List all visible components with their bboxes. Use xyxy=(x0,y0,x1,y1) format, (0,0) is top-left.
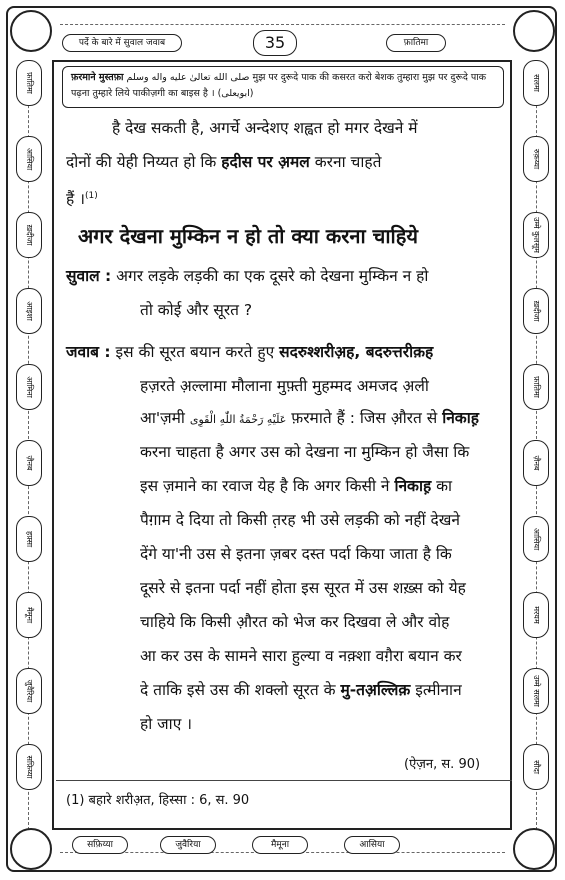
side-tab-right: सौदा xyxy=(523,744,549,790)
body-line-1: है देख सकती है, अगर्चे अन्देशए शह्वत हो मगर देखने में xyxy=(112,119,418,137)
side-tab-right: उम्मे सलमा xyxy=(523,668,549,714)
answer-line-10: आ कर उस के सामने सारा हुल्या व नक़्शा वग़ैरा बयान कर xyxy=(140,647,462,665)
body-line-2: दोनों की येही निय्यत हो कि हदीस पर अ़मल करना चाहते xyxy=(66,153,382,171)
notice-label: फ़रमाने मुस्तफ़ा xyxy=(71,72,124,83)
answer-line-9: चाहिये कि किसी औ़रत को भेज कर दिखवा ले और वोह xyxy=(140,613,450,631)
answer-line-7: देंगे या'नी उस से इतना ज़बर दस्त पर्दा किया जाता है कि xyxy=(140,545,452,563)
side-tab-right: रुक़य्या xyxy=(523,136,549,182)
header-tab-right: फ़ातिमा xyxy=(386,34,446,52)
answer-line-4: करना चाहता है अगर उस को देखना ना मुम्किन हो जैसा कि xyxy=(140,443,470,461)
corner-ornament-top-right xyxy=(513,10,555,52)
side-tab-left: ज़ैनब xyxy=(16,440,42,486)
hadith-notice-box xyxy=(62,66,504,108)
answer-line-3: आ'ज़मी عَلَيْهِ رَحْمَةُ اللّٰهِ الْقَوِى फ़रमाते हैं : जिस औ़रत से निकाह़ xyxy=(140,409,479,427)
notice-text-line1: मुझ पर दुरूदे पाक की कसरत करो बेशक तुम्हारा मुझ पर दुरूदे पाक xyxy=(252,72,487,83)
side-tab-right: सलमा xyxy=(523,60,549,106)
side-tab-right: ख़दीजा xyxy=(523,288,549,334)
top-vine-ornament xyxy=(60,24,505,25)
corner-ornament-top-left xyxy=(10,10,52,52)
answer-line-12: हो जाए । xyxy=(140,715,193,733)
notice-text-line2: पढ़ना तुम्हारे लिये पाकीज़गी का बाइस है । (ابویعلی) xyxy=(71,88,254,99)
notice-arabic: صلى الله تعالیٰ علیه واله وسلم xyxy=(126,72,250,83)
side-tab-left: जुवैरिया xyxy=(16,668,42,714)
question-line-2: तो कोई और सूरत ? xyxy=(140,301,253,319)
footnote-ref: (1) xyxy=(85,191,98,201)
answer-line-6: पैग़ाम दे दिया तो किसी त़रह भी उसे लड़की को नहीं देखने xyxy=(140,511,461,529)
side-tab-left: सफ़िय्या xyxy=(16,744,42,790)
side-tab-left: मैमूना xyxy=(16,592,42,638)
side-tab-right: फ़ातिमा xyxy=(523,364,549,410)
side-tab-left: आइशा xyxy=(16,288,42,334)
bottom-tab: जुवैरिया xyxy=(160,836,216,854)
bottom-tab: आसिया xyxy=(344,836,400,854)
footnote-divider xyxy=(56,780,512,781)
side-tab-right: ज़ैनब xyxy=(523,440,549,486)
page-number: 35 xyxy=(253,30,297,56)
side-tab-left: आसिया xyxy=(16,136,42,182)
question-line-1: सुवाल : अगर लड़के लड़की का एक दूसरे को देखना मुम्किन न हो xyxy=(66,267,429,285)
side-tab-left: हफ़्सा xyxy=(16,516,42,562)
question-label: सुवाल : xyxy=(66,267,112,285)
answer-line-1: जवाब : इस की सूरत बयान करते हुए सदरुश्शरीअ़ह, बदरुत्तरीक़ह xyxy=(66,343,434,361)
side-tab-left: आमिना xyxy=(16,364,42,410)
side-tab-right: मरयम xyxy=(523,592,549,638)
bottom-tab: मैमूना xyxy=(252,836,308,854)
side-tab-left: ख़दीजा xyxy=(16,212,42,258)
footnote-text: (1) बहारे शरीअ़त, हिस्सा : 6, स. 90 xyxy=(66,793,250,808)
book-title-tab: पर्दे के बारे में सुवाल जवाब xyxy=(62,34,182,52)
answer-line-8: दूसरे से इतना पर्दा नहीं होता इस सूरत में उस शख़्स को येह xyxy=(140,579,466,597)
side-tab-right: आसिया xyxy=(523,516,549,562)
hadith-highlight: हदीस पर अ़मल xyxy=(221,153,310,171)
answer-line-2: हज़रते अ़ल्लामा मौलाना मुफ़्ती मुहम्मद अमजद अ़ली xyxy=(140,377,429,395)
citation-reference: (ऐज़न, स. 90) xyxy=(404,757,481,772)
answer-line-11: दे ताकि इसे उस की शक्लो सूरत के मु-तअ़ल्लिक़ इत्मीनान xyxy=(140,681,462,699)
corner-ornament-bottom-right xyxy=(513,828,555,870)
body-line-3: हैं ।$^{(1)}$ xyxy=(66,190,98,209)
section-heading: अगर देखना मुम्किन न हो तो क्या करना चाहिये xyxy=(78,224,418,248)
corner-ornament-bottom-left xyxy=(10,828,52,870)
side-tab-left: फ़ातिमा xyxy=(16,60,42,106)
bottom-tab: सफ़िय्या xyxy=(72,836,128,854)
answer-label: जवाब : xyxy=(66,343,111,361)
answer-line-5: इस ज़माने का रवाज येह है कि अगर किसी ने निकाह़ का xyxy=(140,477,453,495)
side-tab-right: उम्मे कुलसूम xyxy=(523,212,549,258)
